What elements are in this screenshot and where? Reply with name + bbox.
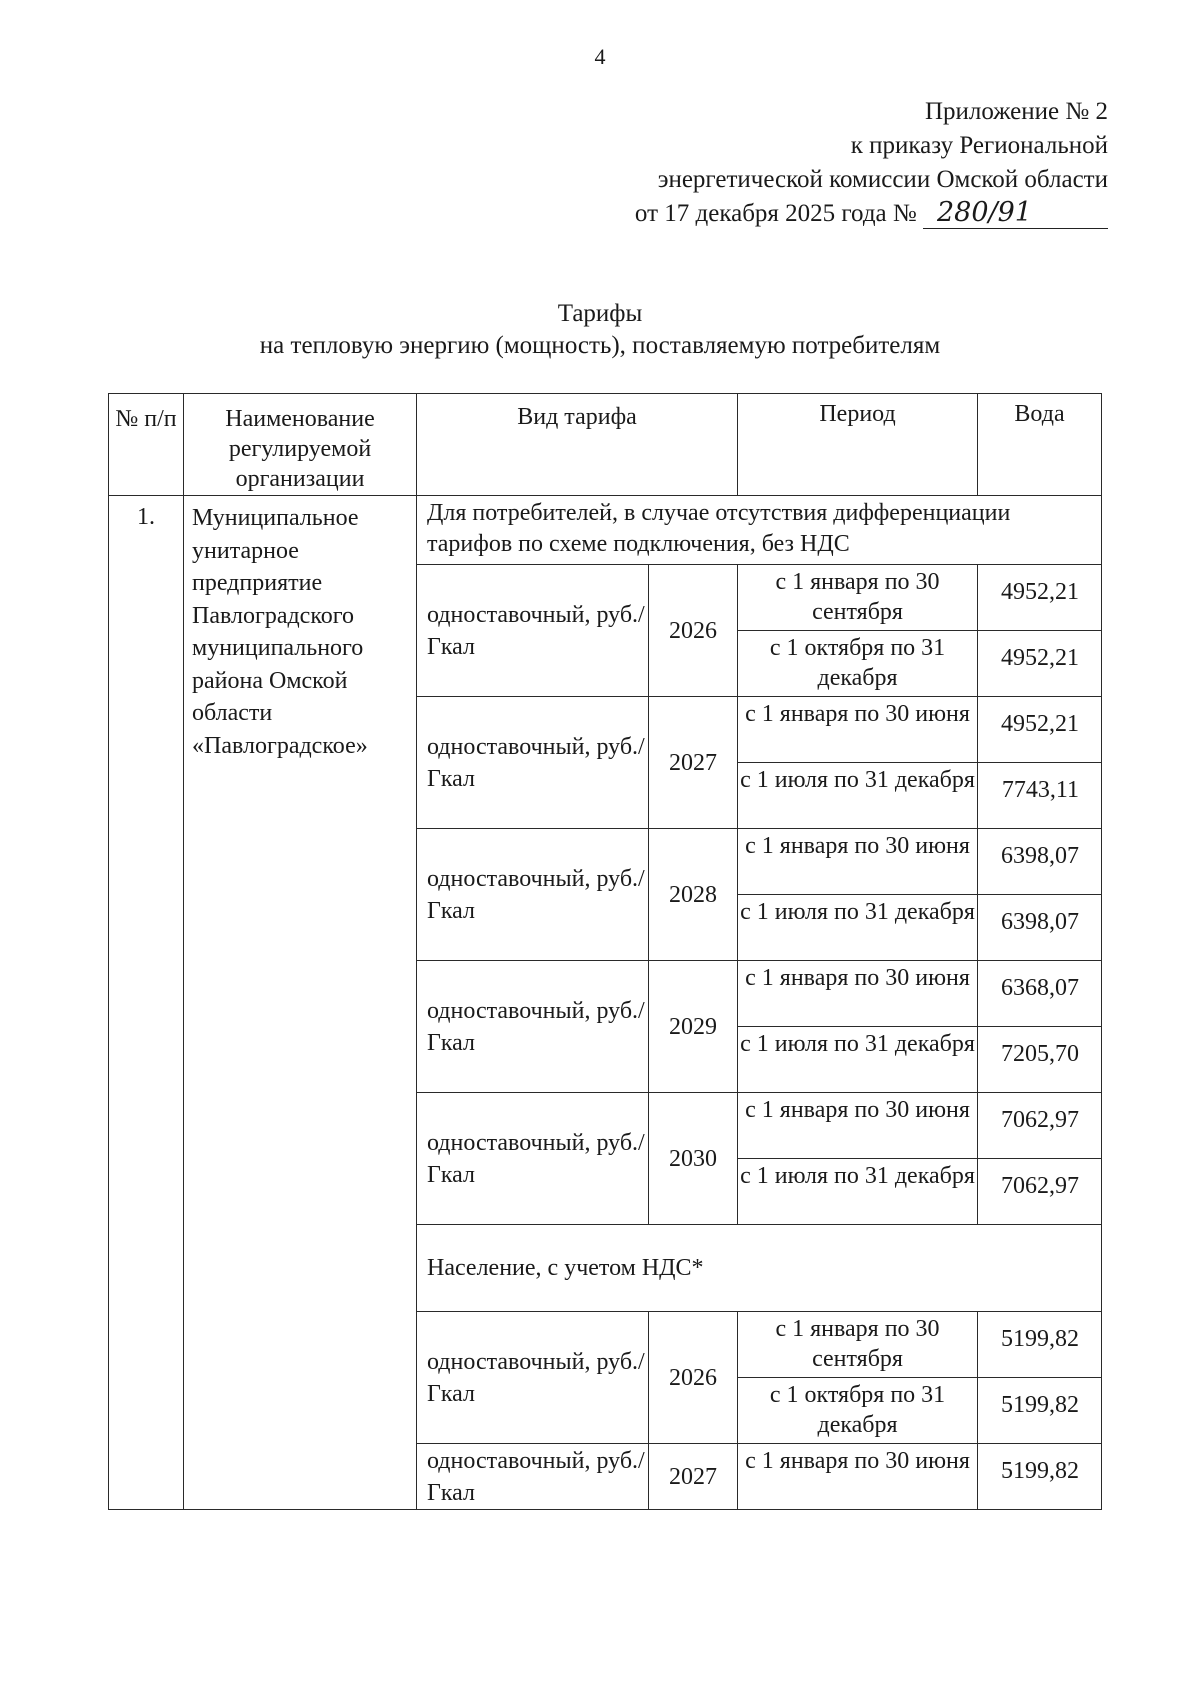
tariff-period: с 1 января по 30 июня	[738, 697, 978, 763]
tariff-period: с 1 января по 30 июня	[738, 829, 978, 895]
tariff-year: 2026	[649, 565, 738, 697]
page-number: 4	[594, 44, 606, 69]
order-date-text: от 17 декабря 2025 года №	[634, 200, 917, 227]
tariff-type: одноставочный, руб./Гкал	[417, 829, 649, 961]
tariff-value: 7062,97	[978, 1093, 1102, 1159]
tariff-value: 5199,82	[978, 1444, 1102, 1510]
tariff-value: 4952,21	[978, 631, 1102, 697]
tariff-type: одноставочный, руб./Гкал	[417, 565, 649, 697]
tariff-period: с 1 июля по 31 декабря	[738, 1159, 978, 1225]
tariff-period: с 1 июля по 31 декабря	[738, 763, 978, 829]
tariff-period: с 1 октября по 31 декабря	[738, 631, 978, 697]
header-organization: Наименование регулируемой организации	[184, 394, 417, 496]
tariff-period: с 1 января по 30 сентября	[738, 1312, 978, 1378]
tariff-value: 7062,97	[978, 1159, 1102, 1225]
tariff-type: одноставочный, руб./Гкал	[417, 1444, 649, 1510]
tariff-table	[108, 393, 1102, 1510]
header-row	[109, 394, 1102, 496]
tariff-value: 7743,11	[978, 763, 1102, 829]
tariff-body	[109, 496, 1102, 1510]
row-number: 1.	[109, 496, 184, 1510]
consumer-group-title: Для потребителей, в случае отсутствия дифференциации тарифов по схеме подключения, без НДС	[417, 496, 1102, 565]
title-line-1: Тарифы	[557, 300, 643, 327]
tariff-value: 6368,07	[978, 961, 1102, 1027]
tariff-value: 6398,07	[978, 895, 1102, 961]
appendix-line-1: Приложение № 2	[924, 98, 1108, 125]
tariff-year: 2028	[649, 829, 738, 961]
tariff-type: одноставочный, руб./Гкал	[417, 697, 649, 829]
tariff-period: с 1 октября по 31 декабря	[738, 1378, 978, 1444]
appendix-line-4	[635, 197, 1108, 231]
order-number-handwritten: 280/91	[923, 198, 1108, 229]
tariff-period: с 1 января по 30 сентября	[738, 565, 978, 631]
tariff-type: одноставочный, руб./Гкал	[417, 1093, 649, 1225]
tariff-value: 4952,21	[978, 697, 1102, 763]
header-num: № п/п	[109, 394, 184, 496]
tariff-period: с 1 января по 30 июня	[738, 1093, 978, 1159]
header-water: Вода	[978, 394, 1102, 496]
tariff-year: 2026	[649, 1312, 738, 1444]
tariff-value: 6398,07	[978, 829, 1102, 895]
tariff-type: одноставочный, руб./Гкал	[417, 961, 649, 1093]
appendix-header	[635, 95, 1108, 231]
tariff-value: 5199,82	[978, 1312, 1102, 1378]
tariff-year: 2029	[649, 961, 738, 1093]
tariff-type: одноставочный, руб./Гкал	[417, 1312, 649, 1444]
header-period: Период	[738, 394, 978, 496]
tariff-year: 2027	[649, 1444, 738, 1510]
title-line-2: на тепловую энергию (мощность), поставляемую потребителям	[259, 332, 941, 359]
tariff-year: 2027	[649, 697, 738, 829]
tariff-year: 2030	[649, 1093, 738, 1225]
tariff-period: с 1 июля по 31 декабря	[738, 895, 978, 961]
group-row	[109, 496, 1102, 565]
appendix-line-3: энергетической комиссии Омской области	[657, 166, 1108, 193]
tariff-period: с 1 июля по 31 декабря	[738, 1027, 978, 1093]
tariff-value: 7205,70	[978, 1027, 1102, 1093]
document-title	[0, 298, 1200, 362]
tariff-period: с 1 января по 30 июня	[738, 961, 978, 1027]
appendix-line-2: к приказу Региональной	[850, 132, 1108, 159]
tariff-value: 5199,82	[978, 1378, 1102, 1444]
header-tariff-type: Вид тарифа	[417, 394, 738, 496]
tariff-period: с 1 января по 30 июня	[738, 1444, 978, 1510]
organization-name: Муниципальное унитарное предприятие Павлоградского муниципального района Омской области «Павлоградское»	[184, 496, 417, 1510]
consumer-group-title: Население, с учетом НДС*	[417, 1225, 1102, 1312]
tariff-value: 4952,21	[978, 565, 1102, 631]
